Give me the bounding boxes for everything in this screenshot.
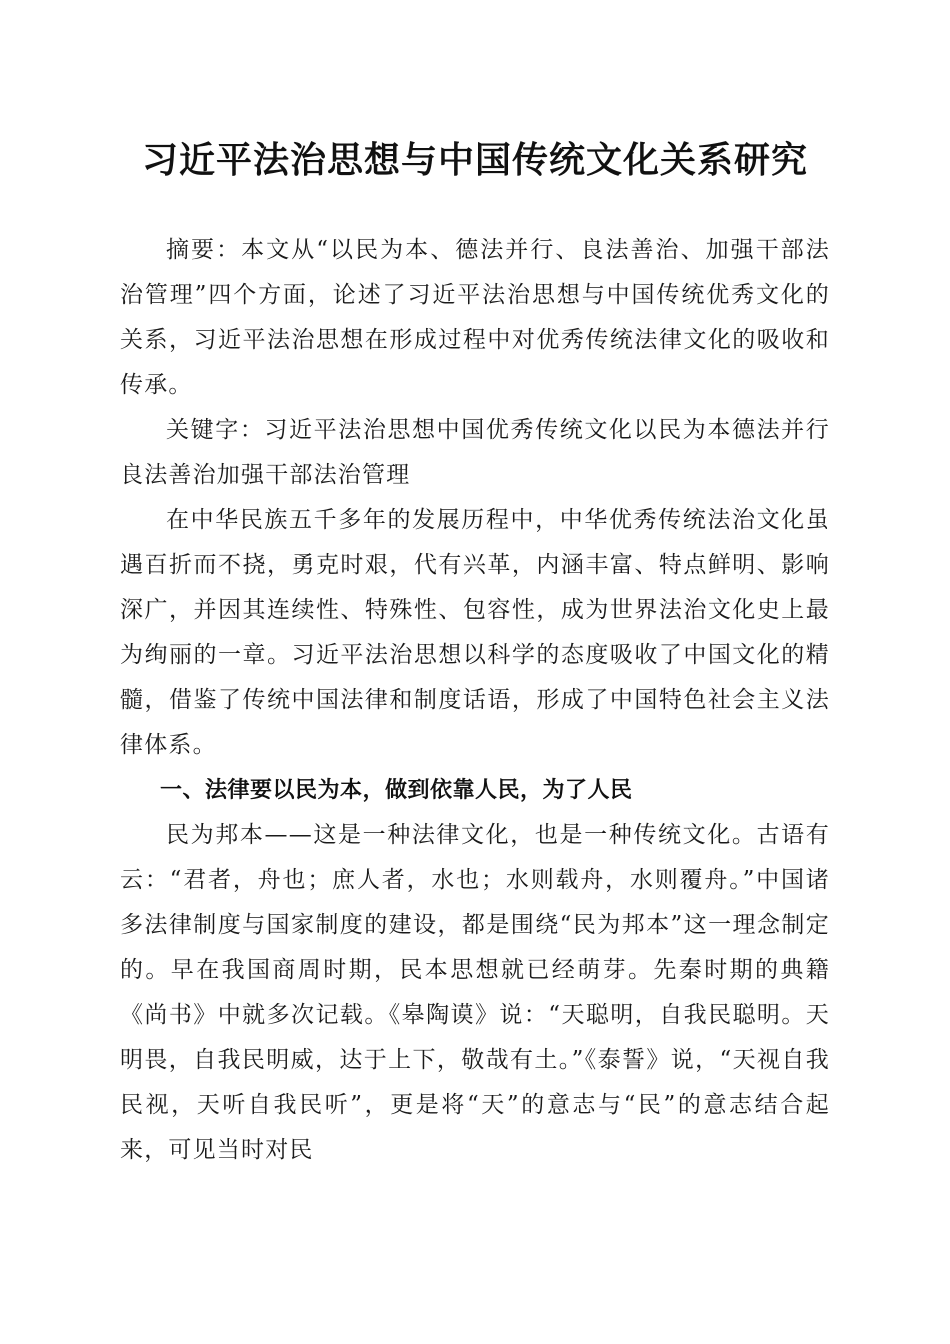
section-paragraph: 民为邦本——这是一种法律文化，也是一种传统文化。古语有云：“君者，舟也；庶人者，水也；水则载舟，水则覆舟。”中国诸多法律制度与国家制度的建设，都是围绕“民为邦本”这一理念制定的。早在我国商周时期，民本思想就已经萌芽。先秦时期的典籍《尚书》中就多次记载。《皋陶谟》说：“天聪明，自我民聪明。天明畏，自我民明威，达于上下，敬哉有土。”《泰誓》说，“天视自我民视，天听自我民听”，更是将“天”的意志与“民”的意志结合起来，可见当时对民 — [120, 822, 830, 1163]
document-title: 习近平法治思想与中国传统文化关系研究 — [141, 139, 808, 181]
section-heading: 一、法律要以民为本，做到依靠人民，为了人民 — [160, 778, 633, 803]
keywords-paragraph: 关键字：习近平法治思想中国优秀传统文化以民为本德法并行良法善治加强干部法治管理 — [120, 417, 830, 488]
document-body — [120, 228, 830, 1173]
abstract-paragraph: 摘要：本文从“以民为本、德法并行、良法善治、加强干部法治管理”四个方面，论述了习近平法治思想与中国传统优秀文化的关系，习近平法治思想在形成过程中对优秀传统法律文化的吸收和传承。 — [120, 237, 830, 398]
intro-paragraph: 在中华民族五千多年的发展历程中，中华优秀传统法治文化虽遇百折而不挠，勇克时艰，代有兴革，内涵丰富、特点鲜明、影响深广，并因其连续性、特殊性、包容性，成为世界法治文化史上最为绚丽的一章。习近平法治思想以科学的态度吸收了中国文化的精髓，借鉴了传统中国法律和制度话语，形成了中国特色社会主义法律体系。 — [120, 507, 830, 758]
